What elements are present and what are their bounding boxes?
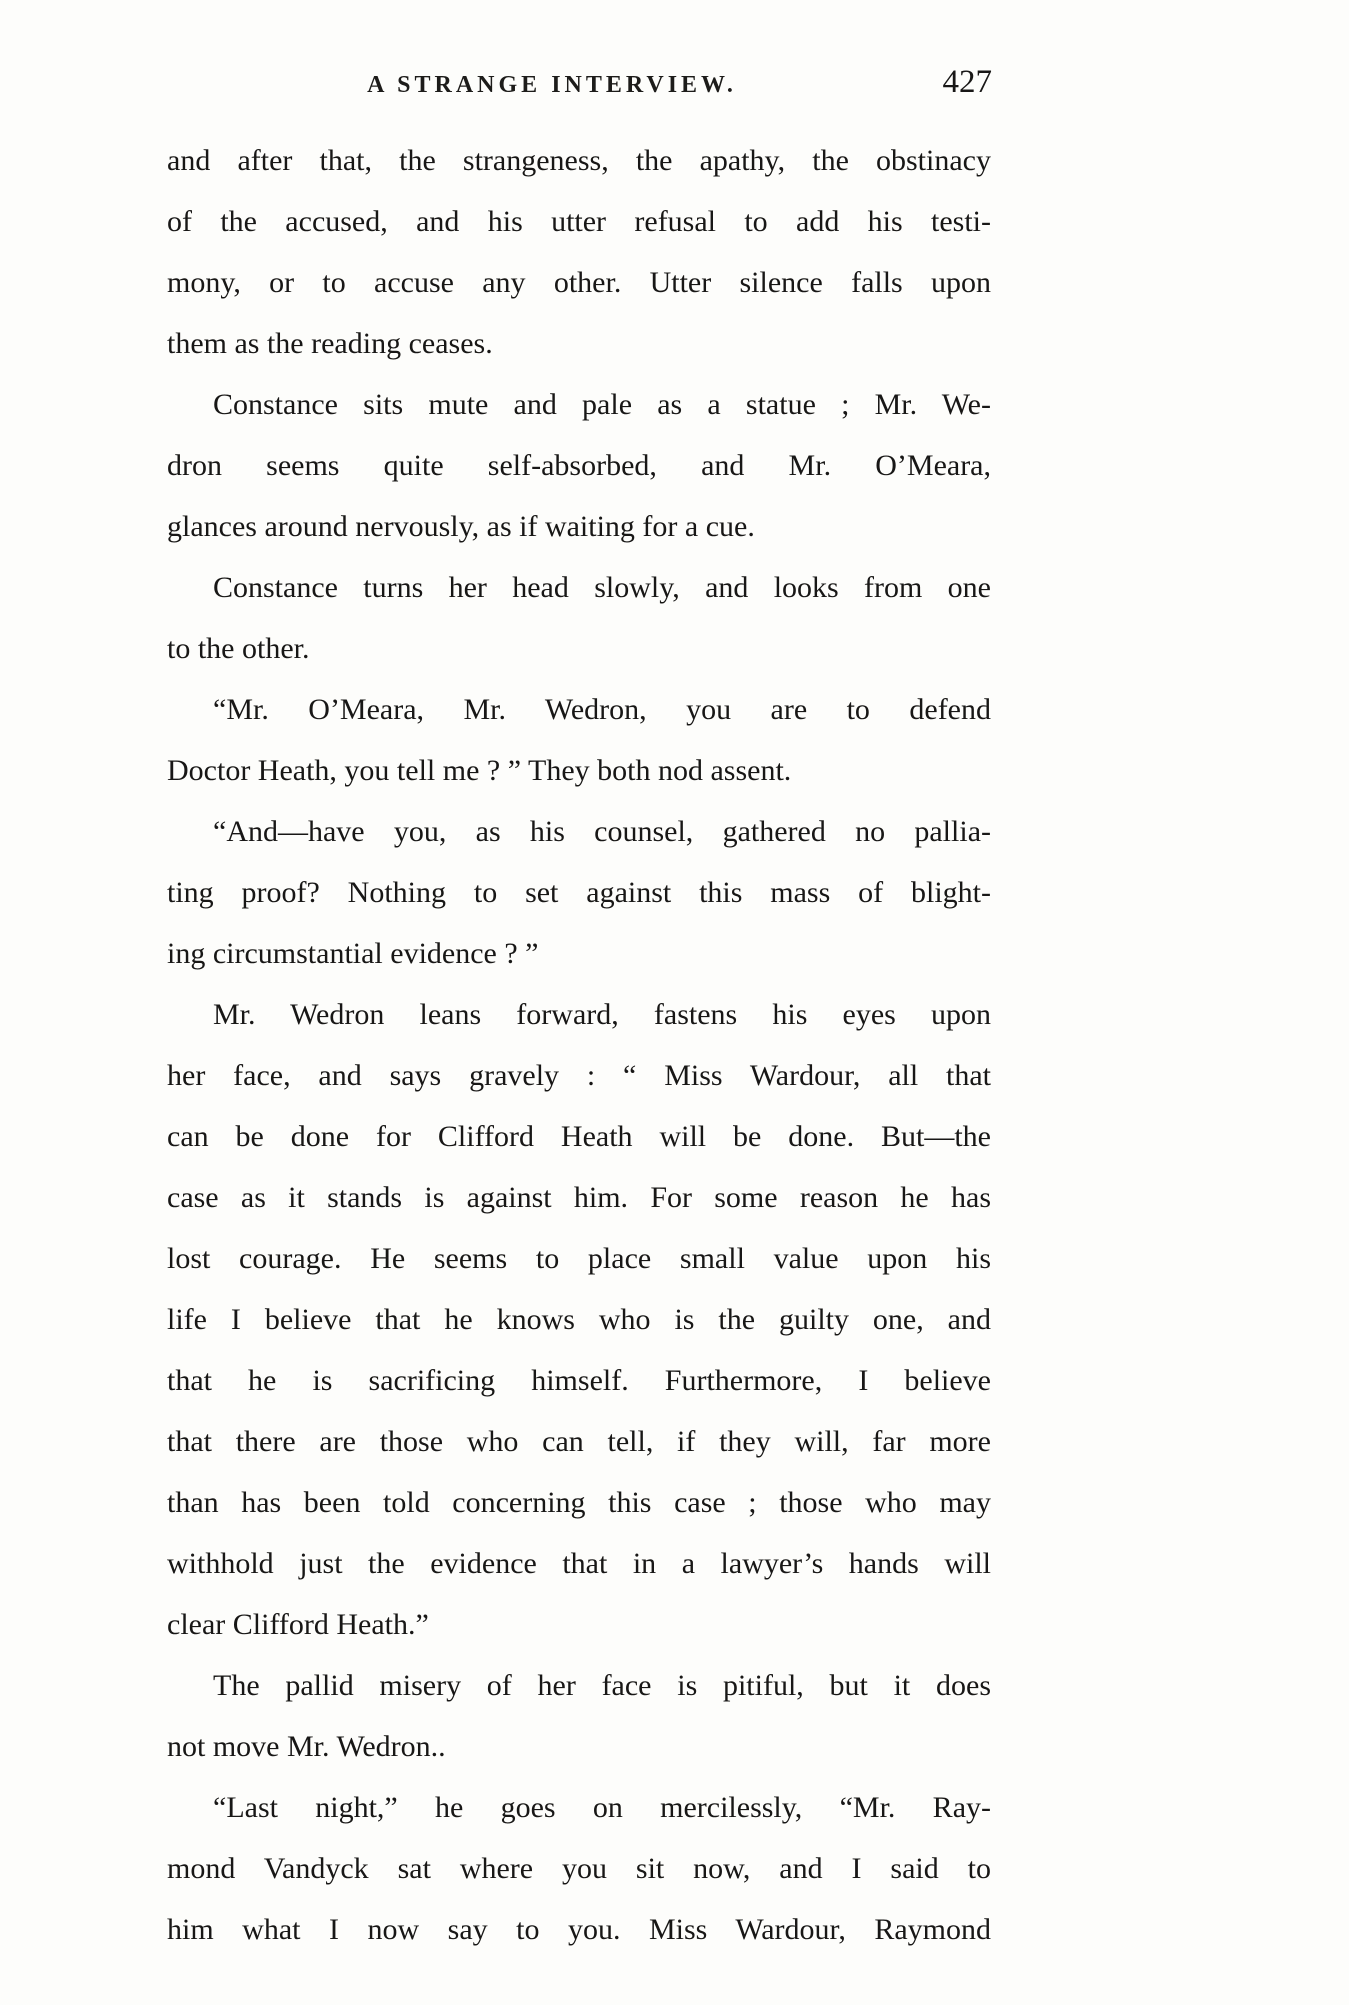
text-line: dron seems quite self-absorbed, and Mr. O’Meara,: [167, 449, 991, 482]
text-line: mond Vandyck sat where you sit now, and I said to: [167, 1852, 991, 1885]
text-line: clear Clifford Heath.”: [167, 1608, 429, 1641]
text-line: “And—have you, as his counsel, gathered no pallia-: [213, 815, 991, 848]
page-number: 427: [942, 64, 992, 100]
text-line: withhold just the evidence that in a lawyer’s hands will: [167, 1547, 991, 1580]
text-line: can be done for Clifford Heath will be done. But—the: [167, 1120, 991, 1153]
text-line: Mr. Wedron leans forward, fastens his eyes upon: [213, 998, 991, 1031]
text-line: ting proof? Nothing to set against this mass of blight-: [167, 876, 991, 909]
text-line: glances around nervously, as if waiting for a cue.: [167, 510, 755, 543]
text-line: them as the reading ceases.: [167, 327, 493, 360]
text-line: and after that, the strangeness, the apathy, the obstinacy: [167, 144, 991, 177]
text-line: case as it stands is against him. For some reason he has: [167, 1181, 991, 1214]
text-line: ing circumstantial evidence ? ”: [167, 937, 539, 970]
text-line: him what I now say to you. Miss Wardour, Raymond: [167, 1913, 991, 1946]
running-header: [168, 64, 992, 112]
text-line: life I believe that he knows who is the guilty one, and: [167, 1303, 991, 1336]
text-line: The pallid misery of her face is pitiful, but it does: [213, 1669, 991, 1702]
text-line: not move Mr. Wedron..: [167, 1730, 446, 1763]
running-header-title: A STRANGE INTERVIEW.: [367, 72, 737, 98]
text-line: Constance turns her head slowly, and looks from one: [213, 571, 991, 604]
text-line: her face, and says gravely : “ Miss Wardour, all that: [167, 1059, 991, 1092]
text-line: Constance sits mute and pale as a statue ; Mr. We-: [213, 388, 991, 421]
text-line: than has been told concerning this case ; those who may: [167, 1486, 991, 1519]
page-body: [167, 130, 991, 1960]
text-line: Doctor Heath, you tell me ? ” They both nod assent.: [167, 754, 792, 787]
text-line: to the other.: [167, 632, 310, 665]
text-line: that there are those who can tell, if they will, far more: [167, 1425, 991, 1458]
text-line: “Last night,” he goes on mercilessly, “Mr. Ray-: [213, 1791, 991, 1824]
text-line: that he is sacrificing himself. Furthermore, I believe: [167, 1364, 991, 1397]
text-line: “Mr. O’Meara, Mr. Wedron, you are to defend: [213, 693, 991, 726]
text-line: lost courage. He seems to place small value upon his: [167, 1242, 991, 1275]
text-line: mony, or to accuse any other. Utter silence falls upon: [167, 266, 991, 299]
text-line: of the accused, and his utter refusal to add his testi-: [167, 205, 991, 238]
